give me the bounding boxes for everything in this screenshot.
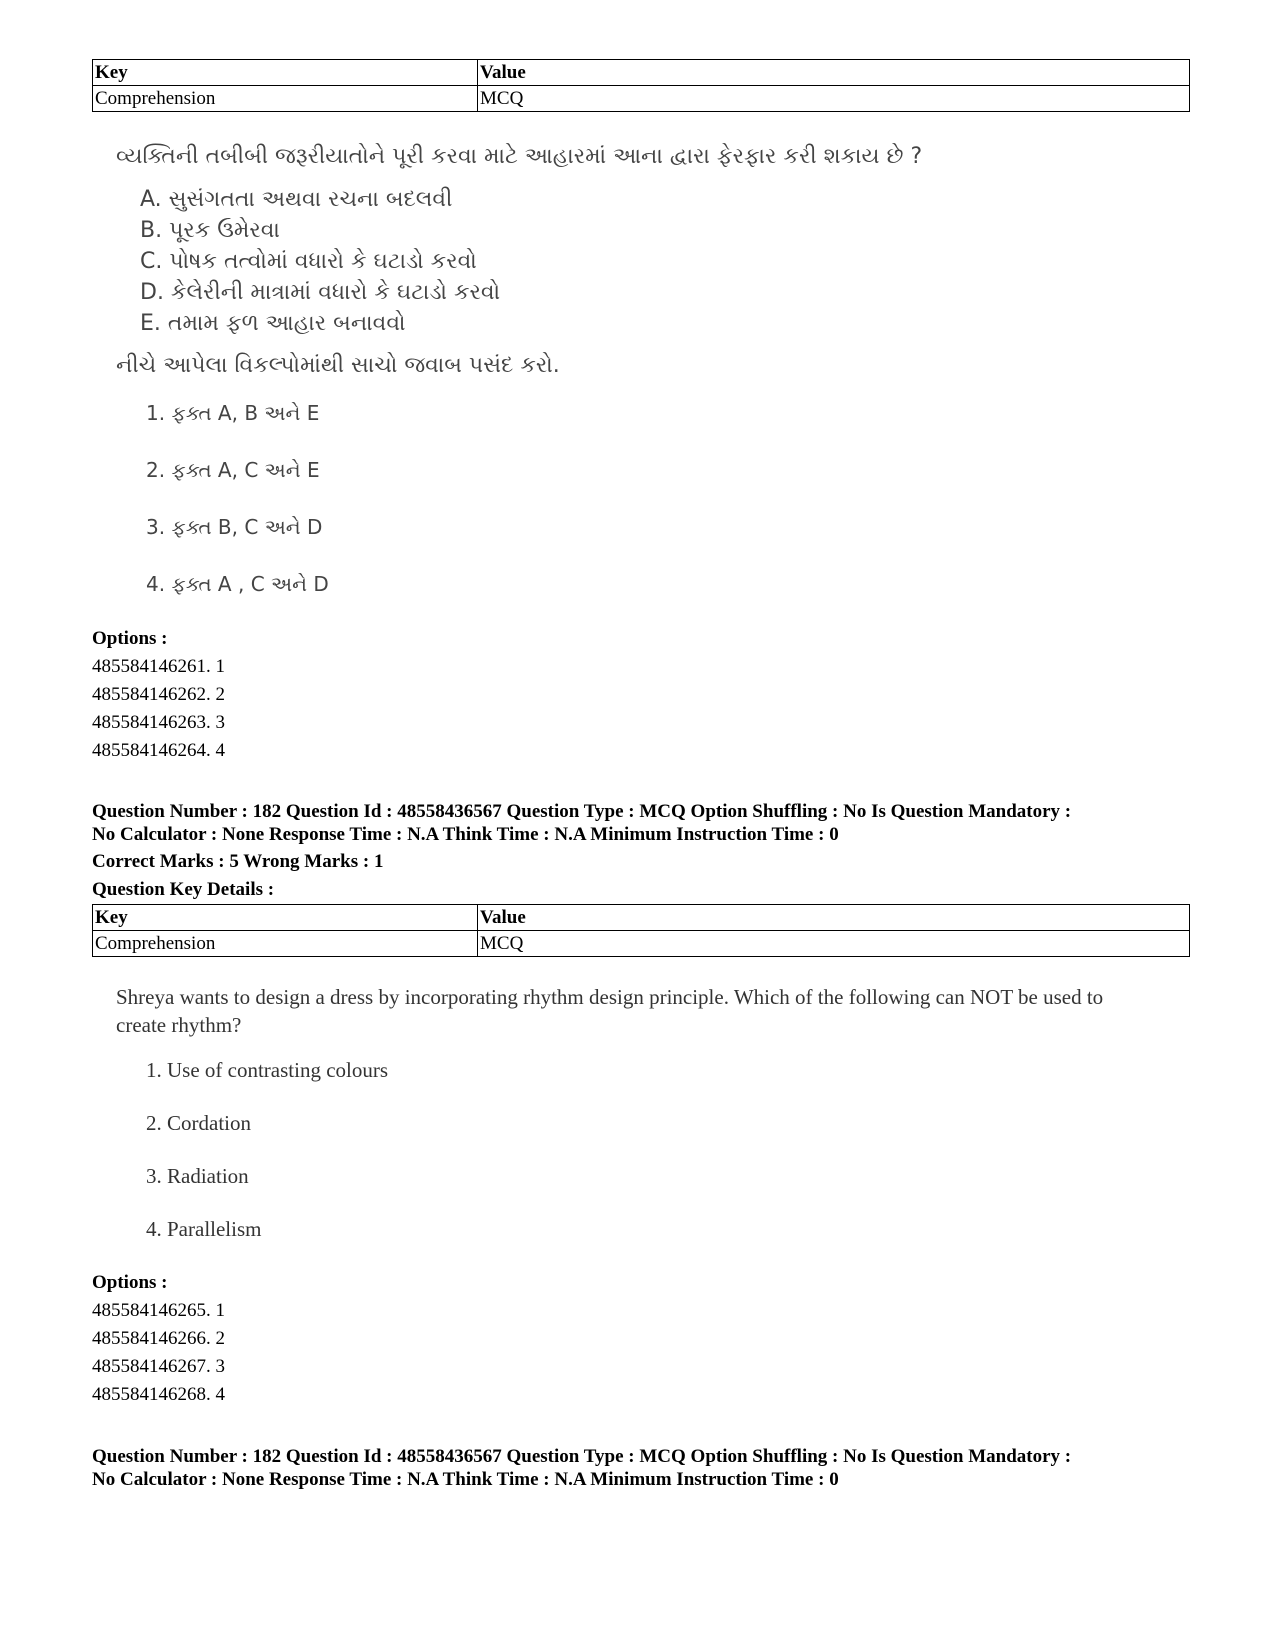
question-meta <box>92 1445 1190 1491</box>
table-header-row <box>93 905 1190 931</box>
question-marks: Correct Marks : 5 Wrong Marks : 1 <box>92 851 384 872</box>
question-instruction: નીચે આપેલા વિકલ્પોમાંથી સાચો જવાબ પસંદ કરો. <box>116 353 560 378</box>
choice-item: 1. Use of contrasting colours <box>146 1058 389 1082</box>
statement-item: A. સુસંગતતા અથવા રચના બદલવી <box>140 187 453 212</box>
choice-item: 1. ફક્ત A, B અને E <box>146 401 320 425</box>
table-cell-key: Comprehension <box>93 86 478 112</box>
question-image-gujarati <box>116 142 1190 623</box>
document-page <box>92 59 1190 1491</box>
question-key-details-label: Question Key Details : <box>92 879 275 900</box>
statement-item: E. તમામ ફળ આહાર બનાવવો <box>140 311 406 336</box>
table-cell-value: MCQ <box>478 86 1190 112</box>
table-header-key: Key <box>93 905 478 931</box>
option-item: 485584146264. 4 <box>92 740 225 761</box>
choice-item: 2. Cordation <box>146 1111 251 1135</box>
option-item: 485584146263. 3 <box>92 712 225 733</box>
question-image-english <box>116 983 1190 1267</box>
table-header-value: Value <box>478 905 1190 931</box>
option-item: 485584146261. 1 <box>92 656 225 677</box>
question-stem: Shreya wants to design a dress by incorporating rhythm design principle. Which of the following can NOT be used to create rhythm? <box>116 985 1104 1037</box>
statement-list <box>140 184 1190 339</box>
question-meta <box>92 800 1190 846</box>
option-item: 485584146267. 3 <box>92 1356 225 1377</box>
choice-item: 4. Parallelism <box>146 1217 262 1241</box>
options-list <box>92 1297 1190 1409</box>
statement-item: D. કેલેરીની માત્રામાં વધારો કે ઘટાડો કરવો <box>140 280 501 305</box>
table-header-row <box>93 60 1190 86</box>
choice-item: 2. ફક્ત A, C અને E <box>146 458 320 482</box>
question-key-table <box>92 904 1190 957</box>
choice-item: 3. Radiation <box>146 1164 249 1188</box>
options-label: Options : <box>92 628 168 649</box>
table-cell-value: MCQ <box>478 931 1190 957</box>
table-header-value: Value <box>478 60 1190 86</box>
table-row <box>93 931 1190 957</box>
option-item: 485584146265. 1 <box>92 1300 225 1321</box>
options-label: Options : <box>92 1272 168 1293</box>
statement-item: B. પૂરક ઉમેરવા <box>140 218 280 243</box>
option-item: 485584146262. 2 <box>92 684 225 705</box>
table-row <box>93 86 1190 112</box>
option-item: 485584146266. 2 <box>92 1328 225 1349</box>
choice-item: 3. ફક્ત B, C અને D <box>146 515 323 539</box>
question-meta-line: No Calculator : None Response Time : N.A Think Time : N.A Minimum Instruction Time : 0 <box>92 1469 839 1490</box>
choice-list <box>146 395 1190 623</box>
table-header-key: Key <box>93 60 478 86</box>
question-meta-line: Question Number : 182 Question Id : 48558436567 Question Type : MCQ Option Shuffling : No Is Question Mandatory : <box>92 1446 1072 1467</box>
question-key-table <box>92 59 1190 112</box>
question-meta-line: No Calculator : None Response Time : N.A Think Time : N.A Minimum Instruction Time : 0 <box>92 824 839 845</box>
choice-list <box>146 1055 1190 1267</box>
options-list <box>92 653 1190 765</box>
choice-item: 4. ફક્ત A , C અને D <box>146 572 329 596</box>
table-cell-key: Comprehension <box>93 931 478 957</box>
question-stem: વ્યક્તિની તબીબી જરૂરીયાતોને પૂરી કરવા માટે આહારમાં આના દ્વારા ફેરફાર કરી શકાય છે ? <box>116 144 923 169</box>
question-meta-line: Question Number : 182 Question Id : 48558436567 Question Type : MCQ Option Shuffling : No Is Question Mandatory : <box>92 801 1072 822</box>
option-item: 485584146268. 4 <box>92 1384 225 1405</box>
statement-item: C. પોષક તત્વોમાં વધારો કે ઘટાડો કરવો <box>140 249 477 274</box>
